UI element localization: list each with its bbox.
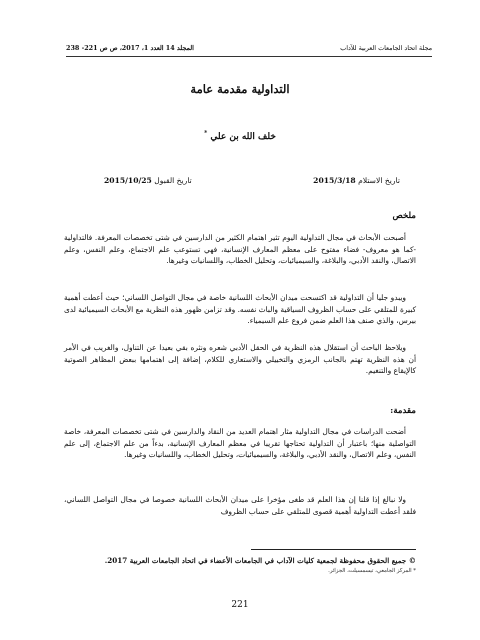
intro-paragraph-1: أضحت الدراسات في مجال التداولية مثار اهتمام العديد من النقاد والدارسين في شتى تخصصات المعرفة، خاصة التواصلية منها؛ باعتبار أن التداولية تحتاجها تقريبا في معظم المعارف الإنسانية، بدءاً من علم الاجتماع، إلى علم النفس، وعلم الاتصال، والنقد الأدبي، والبلاغة، والسيميائيات، وتحليل الخطاب، واللسانيات وغيرها. (64, 427, 416, 460)
footnote-separator (251, 549, 416, 550)
volume-info: المجلد 14 العدد 1، 2017، ص ص 221- 238 (66, 44, 194, 52)
dates-row (104, 176, 400, 185)
received-date (313, 176, 400, 185)
accepted-value: 2015/10/25 (104, 176, 152, 185)
page-number: 221 (231, 600, 249, 610)
abstract-paragraph-1: أصبحت الأبحاث في مجال التداولية اليوم تثير اهتمام الكثير من الدارسين في شتى تخصصات المعرفة. فالتداولية -كما هو معروف- فضاء مفتوح على معظم المعارف الإنسانية، فهي تستوعب علم الاجتماع، وعلم النفس، وعلم الاتصال، والنقد الأدبي، والبلاغة، والسيميائيات، وتحليل الخطاب، واللسانيات وغيرها. (64, 233, 416, 266)
journal-name: مجلة اتحاد الجامعات العربية للآداب (340, 44, 432, 52)
paper-title: التداولية مقدمة عامة (190, 82, 290, 96)
accepted-date (104, 176, 192, 185)
intro-heading: مقدمة: (390, 406, 416, 416)
running-header (66, 44, 432, 57)
received-label: تاريخ الاستلام (358, 176, 400, 185)
affiliation-footnote: * المركز الجامعي، تيسمسيلت، الجزائر. (328, 568, 416, 574)
accepted-label: تاريخ القبول (154, 176, 192, 185)
abstract-heading: ملخص (392, 211, 416, 221)
abstract-paragraph-2: ويبدو جليا أن التداولية قد اكتسحت ميدان الأبحاث اللسانية خاصة في مجال التواصل اللساني؛ حيث أعطت أهمية كبيرة للمتلقي على حساب الظروف السياقية والباث نفسه. وقد تزامن ظهور هذه النظرية مع الأبحاث السيميائية لدى بيرس، والذي صنف هذا العلم ضمن فروع علم السيمياء. (64, 293, 416, 326)
copyright-footnote: © جميع الحقوق محفوظة لجمعية كليات الآداب في الجامعات الأعضاء في اتحاد الجامعات العربية 2017. (104, 556, 416, 565)
author-footnote-mark: * (204, 130, 208, 137)
received-value: 2015/3/18 (313, 176, 356, 185)
intro-paragraph-2: ولا نبالغ إذا قلنا إن هذا العلم قد طغى مؤخرا على ميدان الأبحاث اللسانية خصوصا في مجال التواصل اللساني، فلقد أعطت التداولية أهمية قصوى للمتلقي على حساب الظروف (64, 495, 416, 516)
abstract-paragraph-3: ويلاحظ الباحث أن استقلال هذه النظرية في الحقل الأدبي شعره ونثره بقي بعيدا عن التناول، والغريب في الأمر أن هذه النظرية تهتم بالجانب الرمزي والتخييلي والاستعاري للكلام، إضافة إلى اهتمامها ببعض المظاهر الصوتية كالإيقاع والتنغيم. (64, 343, 416, 376)
author-line (0, 130, 480, 142)
author-name: خلف الله بن علي (210, 132, 276, 142)
